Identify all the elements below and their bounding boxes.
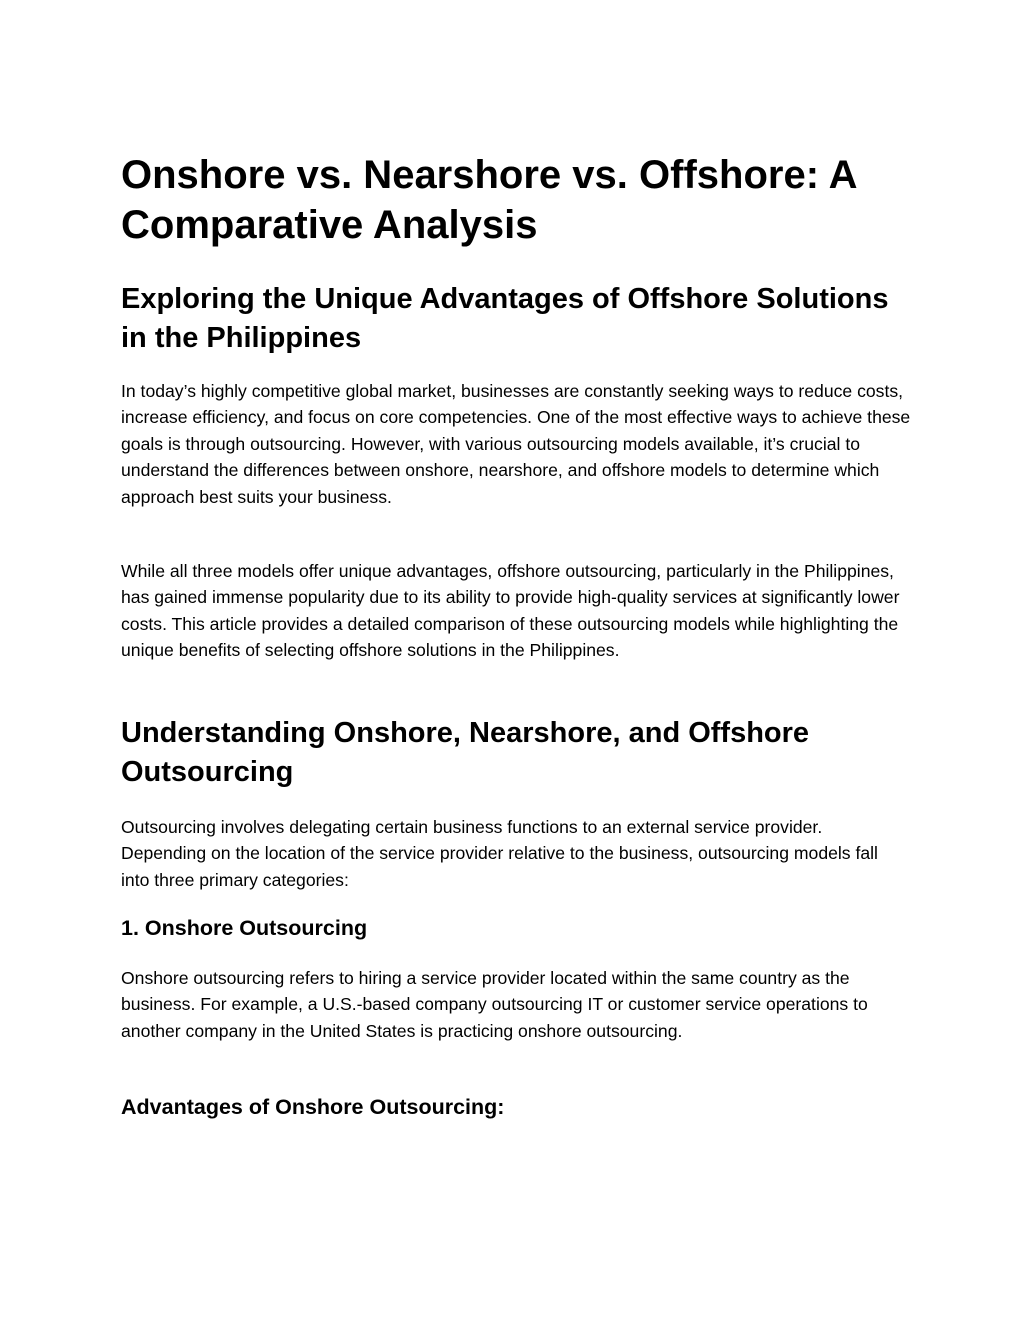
onshore-heading: 1. Onshore Outsourcing [121,916,368,940]
intro-paragraph-1: In today’s highly competitive global market, businesses are constantly seeking ways to reduce costs, increase efficiency, and focus on core competencies. One of the most effective ways to achieve these goals is through outsourcing. However, with various outsourcing models available, it’s crucial to understand the differences between onshore, nearshore, and offshore models to determine which approach best suits your business. [121,381,911,507]
section-paragraph: Outsourcing involves delegating certain business functions to an external service provider. Depending on the location of the service provider relative to the business, outsourcing models fall into three primary categories: [121,817,878,890]
page-title: Onshore vs. Nearshore vs. Offshore: A Comparative Analysis [121,153,857,247]
page-subtitle: Exploring the Unique Advantages of Offshore Solutions in the Philippines [121,283,889,354]
advantages-heading: Advantages of Onshore Outsourcing: [121,1095,505,1119]
onshore-paragraph: Onshore outsourcing refers to hiring a service provider located within the same country as the business. For example, a U.S.-based company outsourcing IT or customer service operations to another company in the United States is practicing onshore outsourcing. [121,968,868,1041]
intro-paragraph-2: While all three models offer unique advantages, offshore outsourcing, particularly in the Philippines, has gained immense popularity due to its ability to provide high-quality services at significantly lower costs. This article provides a detailed comparison of these outsourcing models while highlighting the unique benefits of selecting offshore solutions in the Philippines. [121,561,900,661]
section-heading: Understanding Onshore, Nearshore, and Offshore Outsourcing [121,717,810,788]
